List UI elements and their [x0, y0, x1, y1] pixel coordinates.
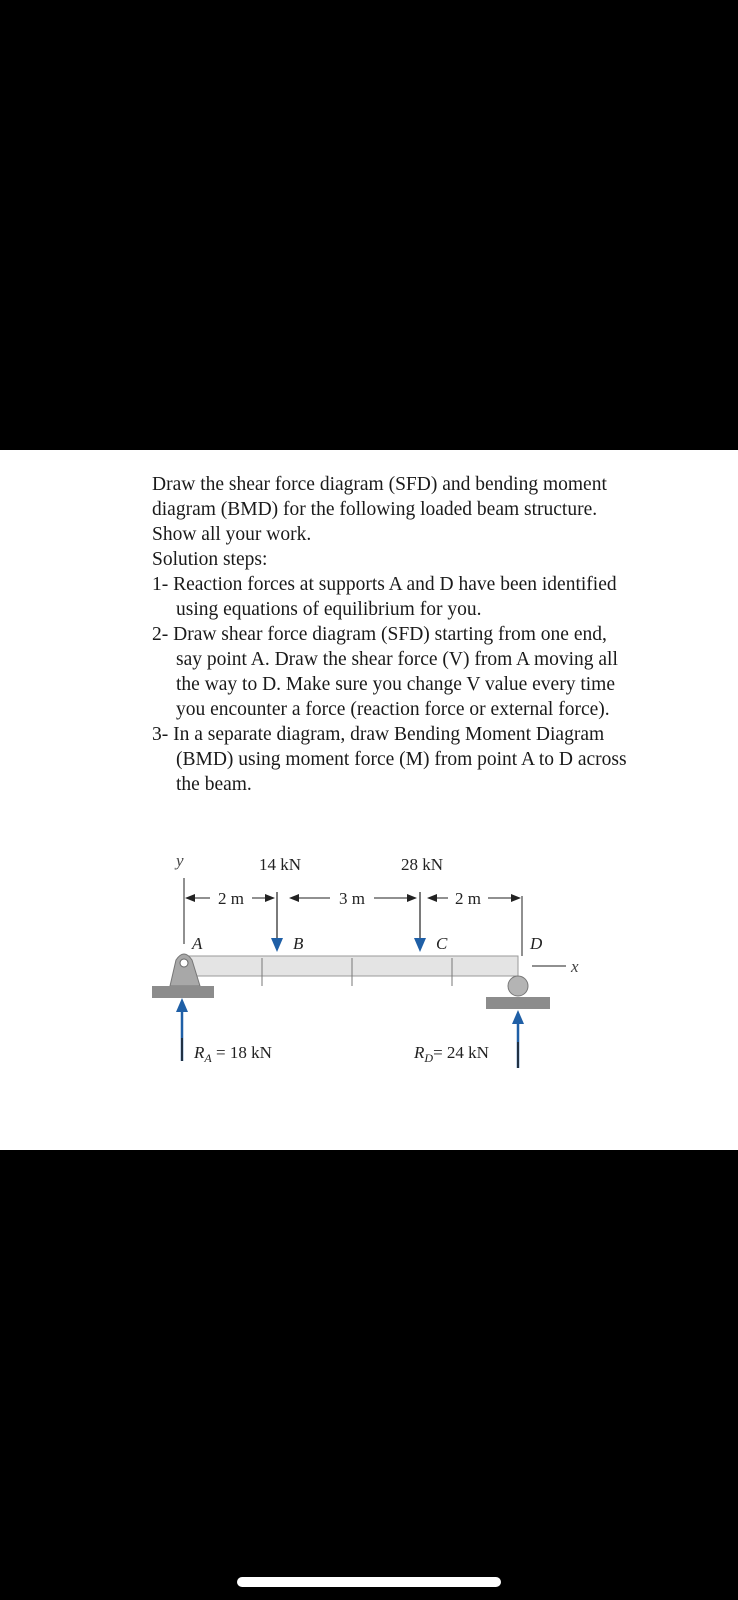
step-2: 2- Draw shear force diagram (SFD) starting from one end, say point A. Draw the shear force (V) from A moving all the way to D. Make sure you change V value every time you encounter a force (reaction force or external force).: [152, 624, 618, 720]
reaction-d-symbol: R: [414, 1043, 425, 1062]
point-b-label: B: [293, 934, 304, 953]
x-axis-label: x: [571, 957, 579, 976]
reaction-a-arrowhead: [176, 998, 188, 1012]
reaction-d-arrowhead: [512, 1010, 524, 1024]
step-1: 1- Reaction forces at supports A and D have been identified using equations of equilibrium for you.: [152, 574, 617, 620]
reaction-d-label: [413, 1043, 489, 1065]
load-28kn-label: 28 kN: [400, 856, 444, 874]
beam: [188, 956, 518, 976]
ground-a: [152, 986, 214, 998]
home-indicator[interactable]: [237, 1577, 501, 1587]
y-axis-label: y: [176, 856, 184, 870]
load-14kn-label: 14 kN: [258, 856, 302, 874]
beam-diagram: [0, 856, 738, 1146]
problem-statement: [152, 472, 632, 797]
pin-a: [180, 959, 188, 967]
intro-text: Draw the shear force diagram (SFD) and bending moment diagram (BMD) for the following loaded beam structure. Show all your work.: [152, 474, 607, 545]
reaction-d-value: = 24 kN: [433, 1043, 489, 1062]
point-c-label: C: [436, 934, 448, 953]
load-14kn-arrowhead: [271, 938, 283, 952]
load-28kn-arrowhead: [414, 938, 426, 952]
step-3: 3- In a separate diagram, draw Bending Moment Diagram (BMD) using moment force (M) from point A to D across the beam.: [152, 724, 627, 795]
ground-d: [486, 997, 550, 1009]
content-card: [0, 450, 738, 1150]
span-cd-label: 2 m: [455, 889, 481, 908]
span-bc-label: 3 m: [339, 889, 365, 908]
steps-heading: Solution steps:: [152, 549, 268, 570]
reaction-a-subscript: A: [204, 1051, 212, 1065]
roller-d: [508, 976, 528, 996]
reaction-a-symbol: R: [194, 1043, 205, 1062]
reaction-a-label: [193, 1043, 272, 1065]
point-a-label: A: [192, 934, 203, 953]
span-ab-label: 2 m: [218, 889, 244, 908]
point-d-label: D: [530, 934, 543, 953]
reaction-a-value: = 18 kN: [211, 1043, 272, 1062]
reaction-d-subscript: D: [424, 1051, 434, 1065]
